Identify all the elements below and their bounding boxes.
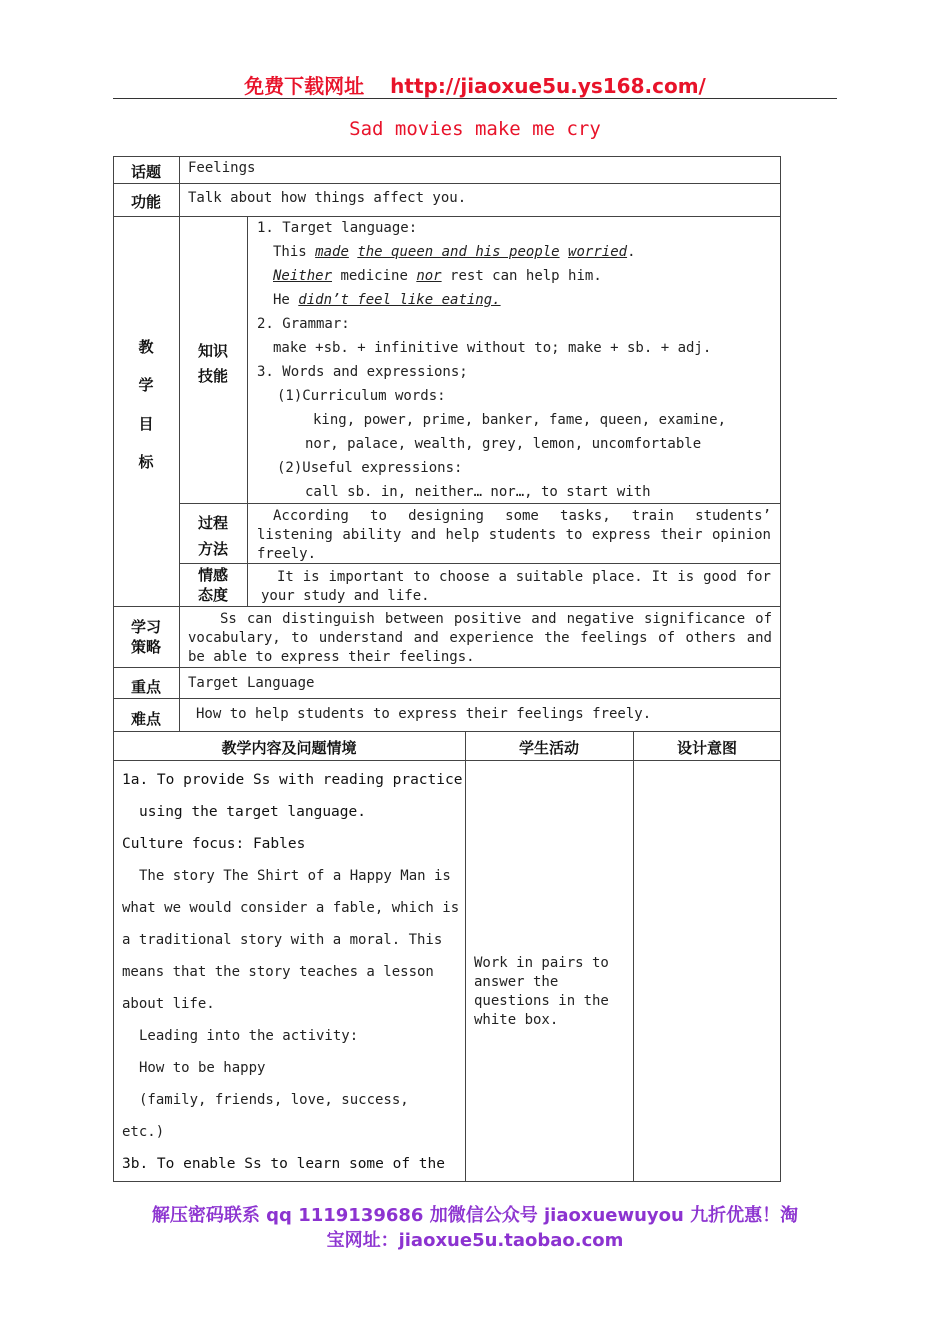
process-label-2: 方法 [197,540,228,558]
key-point-value: Target Language [188,675,315,691]
header-design-intent: 设计意图 [676,739,737,757]
content-line-6: a traditional story with a moral. This [122,932,443,948]
header-content: 教学内容及问题情境 [221,739,357,757]
knowledge-line-4: He didn’t feel like eating. [273,292,501,308]
content-line-10: How to be happy [139,1060,266,1076]
activity-line-1: Work in pairs to [474,955,609,971]
topic-label: 话题 [130,163,161,181]
content-line-11: (family, friends, love, success, [139,1092,409,1108]
knowledge-line-5: 2. Grammar: [257,316,350,332]
knowledge-line-12: call sb. in, neither… nor…, to start with [305,484,651,500]
content-line-8: about life. [122,996,215,1012]
activity-line-4: white box. [474,1012,559,1028]
content-line-7: means that the story teaches a lesson [122,964,434,980]
knowledge-label-1: 知识 [197,342,228,360]
content-line-12: etc.) [122,1124,165,1140]
objectives-label-3: 目 [138,415,154,433]
content-line-5: what we would consider a fable, which is [122,900,460,916]
knowledge-line-9: king, power, prime, banker, fame, queen, examine, [313,412,727,428]
knowledge-line-6: make +sb. + infinitive without to; make + sb. + adj. [273,340,712,356]
process-label-1: 过程 [197,514,228,532]
content-line-1: 1a. To provide Ss with reading practice [122,772,463,788]
content-line-2: using the target language. [139,804,366,820]
attitude-label-2: 态度 [197,586,228,604]
header-rule [113,98,837,99]
attitude-label-1: 情感 [197,566,228,584]
knowledge-line-1: 1. Target language: [257,220,418,236]
knowledge-line-10: nor, palace, wealth, grey, lemon, uncomfortable [305,436,702,452]
knowledge-line-3: Neither medicine nor rest can help him. [273,268,602,284]
lesson-table [113,731,781,1182]
activity-line-2: answer the [474,974,559,990]
difficulty-value: How to help students to express their feelings freely. [196,706,652,722]
process-value: According to designing some tasks, train students’ listening ability and help students to express their opinion freely. [257,508,771,562]
content-line-9: Leading into the activity: [139,1028,359,1044]
attitude-value: It is important to choose a suitable place. It is good for your study and life. [261,569,771,604]
knowledge-label-2: 技能 [197,367,228,385]
footer-line-1: 解压密码联系 qq 1119139686 加微信公众号 jiaoxuewuyou 九折优惠！淘 [151,1205,799,1226]
function-value: Talk about how things affect you. [188,190,467,206]
difficulty-label: 难点 [130,710,161,728]
footer-line-2[interactable]: 宝网址：jiaoxue5u.taobao.com [326,1230,624,1251]
objectives-label-4: 标 [138,453,154,471]
activity-line-3: questions in the [474,993,609,1009]
header-url-link[interactable]: http://jiaoxue5u.ys168.com/ [390,74,706,98]
header-banner [0,70,950,99]
knowledge-line-11: (2)Useful expressions: [277,460,463,476]
content-line-13: 3b. To enable Ss to learn some of the [122,1156,446,1172]
objectives-label-2: 学 [138,376,154,394]
objectives-label-1: 教 [138,338,154,356]
knowledge-line-8: (1)Curriculum words: [277,388,446,404]
header-student-activity: 学生活动 [518,739,579,757]
content-line-4: The story The Shirt of a Happy Man is [139,868,451,884]
header-label: 免费下载网址 [244,74,365,98]
content-line-3: Culture focus: Fables [122,836,306,852]
topic-value: Feelings [188,160,256,176]
key-point-label: 重点 [130,678,161,696]
knowledge-line-2: This made the queen and his people worried. [273,244,636,260]
function-label: 功能 [130,193,161,211]
strategy-value: Ss can distinguish between positive and negative significance of vocabulary, to understand and experience the feelings of others and be able to express their feelings. [188,611,772,665]
strategy-label-2: 策略 [130,638,161,656]
strategy-label-1: 学习 [130,618,161,636]
knowledge-line-7: 3. Words and expressions; [257,364,468,380]
document-title: Sad movies make me cry [349,118,601,140]
